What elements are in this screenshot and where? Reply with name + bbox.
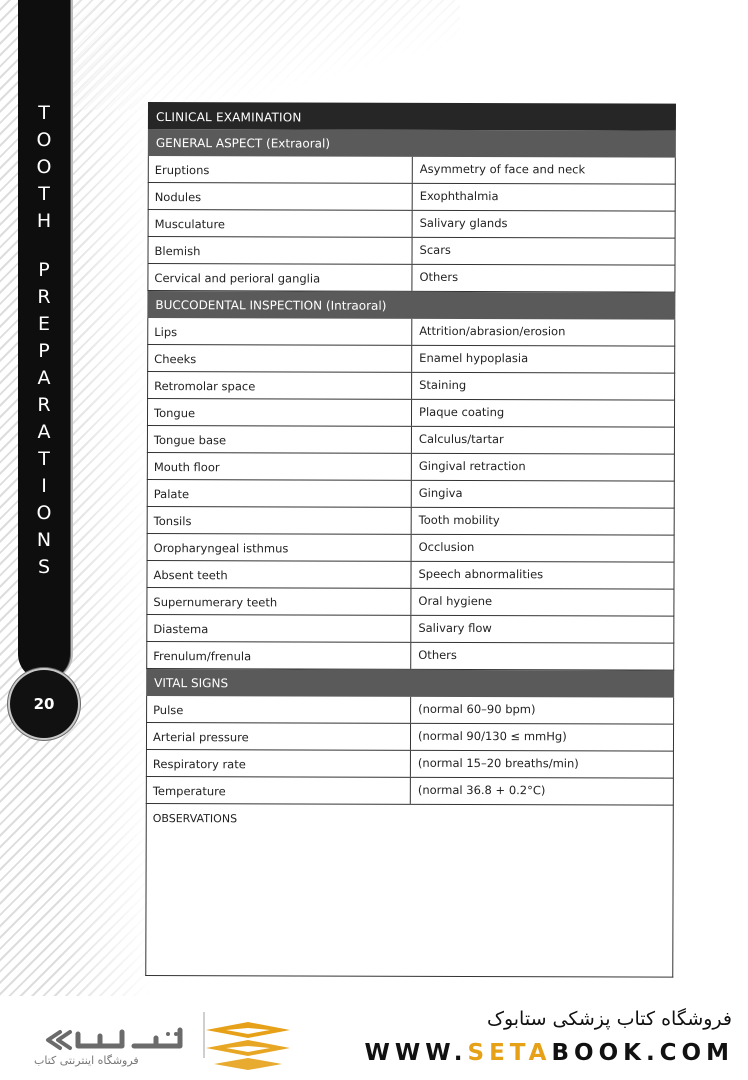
store-url[interactable]	[365, 1040, 734, 1066]
chapter-letter: H	[36, 210, 52, 232]
chapter-letter: T	[38, 448, 50, 470]
table-row	[147, 534, 675, 563]
row-label-left[interactable]: Palate	[148, 480, 412, 507]
table-row	[147, 372, 675, 401]
row-label-left[interactable]: Pulse	[147, 696, 411, 723]
url-suffix: BOOK.COM	[551, 1040, 734, 1066]
chapter-letter: O	[36, 129, 52, 151]
row-label-right[interactable]: Occlusion	[418, 539, 475, 555]
form-title: CLINICAL EXAMINATION	[148, 102, 676, 131]
logo-subtitle: فروشگاه اینترنتی کتاب	[34, 1054, 139, 1067]
row-label-left[interactable]: Eruptions	[149, 156, 413, 183]
row-label-left[interactable]: Tonsils	[148, 507, 412, 534]
row-label-right[interactable]: Oral hygiene	[418, 593, 493, 609]
row-label-left[interactable]: Nodules	[149, 183, 413, 210]
row-label-left[interactable]: Mouth floor	[148, 453, 412, 480]
row-label-right[interactable]: (normal 60–90 bpm)	[418, 701, 536, 717]
chapter-letter: A	[37, 421, 51, 443]
row-label-left[interactable]: Frenulum/frenula	[147, 642, 411, 669]
table-row	[148, 210, 676, 239]
row-label-right[interactable]: Plaque coating	[419, 404, 505, 420]
chapter-letter: I	[41, 475, 47, 497]
row-label-left[interactable]: Absent teeth	[147, 561, 411, 588]
store-footer	[0, 996, 748, 1080]
row-label-left[interactable]: Retromolar space	[148, 372, 412, 399]
row-label-left[interactable]: Lips	[148, 318, 412, 345]
page-number-badge	[10, 670, 78, 738]
vital-signs-rows	[146, 696, 674, 806]
chapter-letter: T	[38, 102, 50, 124]
chapter-letter: P	[38, 340, 50, 362]
page-number: 20	[33, 695, 55, 713]
row-label-right[interactable]: Salivary flow	[418, 620, 492, 636]
general-aspect-rows	[147, 156, 675, 293]
chapter-letter: O	[36, 156, 52, 178]
table-row	[148, 183, 676, 212]
chapter-letter: S	[37, 556, 51, 578]
row-label-right[interactable]: Tooth mobility	[418, 512, 500, 528]
chapter-letter: R	[37, 394, 51, 416]
chapter-letter: O	[36, 502, 52, 524]
row-label-left[interactable]: Tongue base	[148, 426, 412, 453]
table-row	[147, 480, 675, 509]
clinical-examination-form	[145, 102, 676, 978]
row-label-left[interactable]: Oropharyngeal isthmus	[148, 534, 412, 561]
row-label-left[interactable]: Respiratory rate	[147, 750, 411, 777]
table-row	[147, 507, 675, 536]
row-label-right[interactable]: Salivary glands	[419, 215, 508, 231]
row-label-right[interactable]: Exophthalmia	[419, 188, 499, 204]
table-row	[146, 615, 674, 644]
logo-divider	[203, 1012, 205, 1058]
row-label-right[interactable]: Speech abnormalities	[418, 566, 544, 582]
row-label-left[interactable]: Blemish	[148, 237, 412, 264]
store-name: فروشگاه کتاب پزشکی ستابوک	[486, 1008, 732, 1030]
diagonal-stripe-pattern-top	[60, 0, 460, 110]
url-accent: SETA	[467, 1040, 552, 1066]
row-label-right[interactable]: Calculus/tartar	[418, 431, 504, 447]
row-label-right[interactable]: Others	[419, 269, 459, 284]
section-header-vital-signs: VITAL SIGNS	[146, 669, 674, 698]
table-row	[147, 345, 675, 374]
chapter-letter: R	[37, 286, 51, 308]
table-row	[146, 750, 674, 779]
chapter-letter: N	[36, 529, 52, 551]
row-label-left[interactable]: Diastema	[147, 615, 411, 642]
table-row	[147, 264, 675, 293]
table-row	[147, 318, 675, 347]
row-label-right[interactable]: Enamel hypoplasia	[419, 350, 529, 366]
table-row	[147, 426, 675, 455]
row-label-left[interactable]: Temperature	[147, 777, 411, 804]
row-label-right[interactable]: (normal 15–20 breaths/min)	[417, 755, 579, 771]
row-label-right[interactable]: (normal 90/130 ≤ mmHg)	[417, 728, 567, 744]
table-row	[146, 723, 674, 752]
row-label-right[interactable]: Gingiva	[418, 485, 463, 500]
row-label-left[interactable]: Supernumerary teeth	[147, 588, 411, 615]
row-label-left[interactable]: Cheeks	[148, 345, 412, 372]
row-label-left[interactable]: Cervical and perioral ganglia	[148, 264, 412, 291]
chapter-title-vertical	[18, 100, 70, 581]
table-row	[146, 696, 674, 725]
row-label-right[interactable]: Attrition/abrasion/erosion	[419, 323, 566, 339]
table-row	[147, 399, 675, 428]
table-row	[146, 642, 674, 671]
chapter-letter: E	[37, 313, 50, 335]
observations-label: OBSERVATIONS	[152, 812, 238, 826]
row-label-right[interactable]: Staining	[419, 377, 467, 393]
row-label-right[interactable]: Gingival retraction	[418, 458, 526, 474]
row-label-left[interactable]: Musculature	[149, 210, 413, 237]
table-row	[146, 777, 674, 806]
buccodental-rows	[146, 318, 675, 671]
table-row	[146, 561, 674, 590]
observations-box[interactable]	[145, 804, 674, 978]
chapter-letter: P	[38, 259, 50, 281]
table-row	[146, 588, 674, 617]
row-label-left[interactable]: Tongue	[148, 399, 412, 426]
row-label-right[interactable]: Scars	[419, 242, 451, 257]
row-label-right[interactable]: Others	[418, 647, 457, 662]
section-header-general: GENERAL ASPECT (Extraoral)	[148, 129, 676, 158]
row-label-left[interactable]: Arterial pressure	[147, 723, 411, 750]
row-label-right[interactable]: (normal 36.8 + 0.2°C)	[417, 782, 546, 798]
url-prefix: WWW.	[364, 1040, 468, 1066]
table-row	[148, 156, 676, 185]
section-header-buccodental: BUCCODENTAL INSPECTION (Intraoral)	[147, 291, 675, 320]
row-label-right[interactable]: Asymmetry of face and neck	[419, 161, 586, 177]
table-row	[147, 453, 675, 482]
chapter-letter: T	[38, 183, 50, 205]
table-row	[147, 237, 675, 266]
chapter-letter: A	[37, 367, 51, 389]
